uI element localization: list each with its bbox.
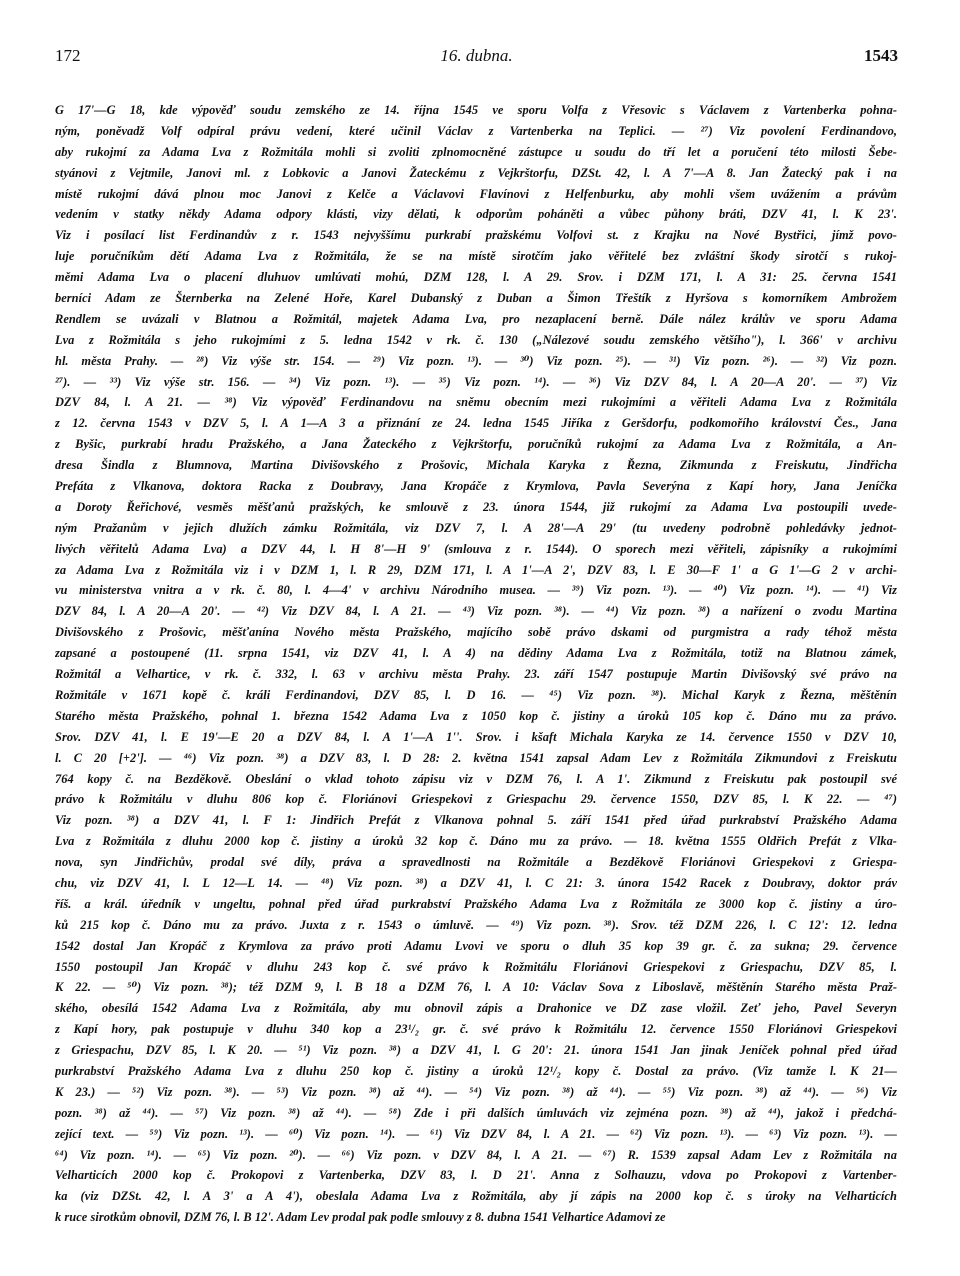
text-line: Rožmitál a Velhartice, v rk. č. 332, l. 63 v archivu města Prahy. 23. září 1547 postupuje Martin Divišovský své právo na: [55, 667, 897, 682]
text-line: Velharticích 2000 kop č. Prokopovi z Vartenberka, DZV 83, l. D 21'. Anna z Solhauzu, vdova po Prokopovi z Vartenber-: [55, 1168, 897, 1183]
text-line: vu ministerstva vnitra a v rk. č. 80, l. 4—4' v archivu Národního musea. — ³⁹) Viz pozn. ¹³). — ⁴⁰) Viz pozn. ¹⁴). — ⁴¹) Viz: [55, 583, 897, 598]
text-line: Viz i posílací list Ferdinandův z r. 1543 nejvyššímu purkrabí pražskému Volfovi st. z Krajku na Nové Bystřici, jímž povo-: [55, 228, 897, 243]
text-line: ského, obesílá 1542 Adama Lva z Rožmitála, aby mu obnovil zápis a Drahonice ve DZ zase vložil. Zeť jeho, Pavel Severyn: [55, 1001, 897, 1016]
text-line: K 22. — ⁵⁰) Viz pozn. ³⁸); též DZM 9, l. B 18 a DZM 76, l. A 10: Václav Sova z Liboslavě, měštěnín Starého města Praž-: [55, 980, 897, 995]
year-heading: 1543: [864, 46, 898, 65]
text-line: Srov. DZV 41, l. E 19'—E 20 a DZV 84, l. A 1'—A 1''. Srov. i kšaft Michala Karyka ze 14. července 1550 v DZV 10,: [55, 729, 897, 744]
text-line: ka (viz DZSt. 42, l. A 3' a A 4'), obeslala Adama Lva z Rožmitála, aby jí zápis na 2000 kop č. s úroky na Velharticích: [55, 1189, 897, 1204]
text-line: Prefáta z Vlkanova, doktora Racka z Doubravy, Jana Kropáče z Krymlova, Pavla Severýna z Kapí hory, Jana Jeníčka: [55, 479, 897, 494]
text-line: purkrabství Pražského Adama Lva z dluhu 250 kop č. jistiny a úroků 12¹/₂ kopy č. Dostal za právo. (Viz tamže l. K 21—: [55, 1063, 897, 1078]
text-line: z Byšic, purkrabí hradu Pražského, a Jana Žateckého z Vejkrštorfu, poručníků rukojmí za Adama Lva z Rožmitála, a An-: [55, 437, 897, 452]
text-line: za Adama Lva z Rožmitála viz i v DZM 1, l. R 29, DZM 171, l. A 1'—A 2', DZV 83, l. E 30—F 1' a G 1'—G 2 v archi-: [55, 562, 897, 577]
text-line: z Griespachu, DZV 85, l. K 20. — ⁵¹) Viz pozn. ³⁸) a DZV 41, l. G 20': 21. února 1541 Jan jinak Jeníček pohnal před úřad: [55, 1043, 897, 1058]
text-line: k ruce sirotkům obnovil, DZM 76, l. B 12'. Adam Lev prodal pak podle smlouvy z 8. dubna 1541 Velhartice Adamovi ze: [55, 1210, 666, 1225]
text-line: Rendlem se uvázali v Blatnou a Rožmitál, majetek Adama Lva, pro nezaplacení berně. Dále nález králův ve sporu Adama: [55, 311, 897, 326]
text-line: 764 kopy č. na Bezděkově. Obeslání o vklad tohoto zápisu viz v DZM 76, l. A 1'. Zikmund z Freiskutu pak postoupil své: [55, 771, 897, 786]
footnotes-body: [55, 100, 897, 1228]
text-line: dresa Šindla z Blumnova, Martina Divišovského z Prošovic, Michala Karyka z Řezna, Zikmunda z Freiskutu, Jindřicha: [55, 458, 897, 473]
text-line: a Doroty Řeřichové, vesměs měšťanů pražských, ke smlouvě z 23. února 1544, již rukojmí za Adama Lva postoupili uvede-: [55, 499, 897, 514]
text-line: místě rukojmí dává plnou moc Janovi z Kelče a Václavovi Flavínovi z Helfenburku, aby mohli všem uvážením a právům: [55, 186, 897, 201]
text-line: právo k Rožmitálu v dluhu 806 kop č. Floriánovi Griespekovi z Griespachu 29. července 1550, DZV 85, l. K 22. — ⁴⁷): [55, 792, 897, 807]
text-line: říš. a král. úředník v ungeltu, pohnal před úřad purkrabství Pražského Adama Lva z Rožmitála ze 3000 kop č. jistiny a úro-: [55, 896, 897, 911]
text-line: K 23.) — ⁵²) Viz pozn. ³⁸). — ⁵³) Viz pozn. ³⁸) až ⁴⁴). — ⁵⁴) Viz pozn. ³⁸) až ⁴⁴). — ⁵⁵) Viz pozn. ³⁸) až ⁴⁴). — ⁵⁶) Viz: [55, 1084, 897, 1099]
text-line: z Kapí hory, pak postupuje v dluhu 340 kop a 23¹/₂ gr. č. své právo k Rožmitálu 12. července 1550 Floriánovi Griespekovi: [55, 1022, 897, 1037]
text-line: Starého města Pražského, pohnal 1. března 1542 Adama Lva z 1050 kop č. jistiny a úroků 105 kop č. Dáno mu za právo.: [55, 708, 897, 723]
text-line: Lva z Rožmitála s jeho rukojmími z 5. ledna 1542 v rk. č. 130 („Nálezové soudu zemského většího"), l. 366' v archivu: [55, 332, 897, 347]
text-line: nova, syn Jindřichův, prodal své díly, práva a spravedlnosti na Rožmitále a Bezděkově Floriánovi Griespekovi z Griespa-: [55, 855, 897, 870]
text-line: ným, poněvadž Volf odpíral právu vedení, které učinil Václav z Vartenberka na Teplici. — ²⁷) Viz povolení Ferdinandovo,: [55, 123, 897, 138]
text-line: zející text. — ⁵⁹) Viz pozn. ¹³). — ⁶⁰) Viz pozn. ¹⁴). — ⁶¹) Viz DZV 84, l. A 21. — ⁶²) Viz pozn. ¹³). — ⁶³) Viz pozn. ¹³). —: [55, 1126, 897, 1141]
text-line: chu, viz DZV 41, l. L 12—L 14. — ⁴⁸) Viz pozn. ³⁸) a DZV 41, l. C 21: 3. února 1542 Racek z Doubravy, doktor práv: [55, 875, 897, 890]
text-line: livých věřitelů Adama Lva) a DZV 44, l. H 8'—H 9' (smlouva z r. 1544). O sporech mezi věřiteli, zápisníky a rukojmími: [55, 541, 897, 556]
text-line: DZV 84, l. A 20—A 20'. — ⁴²) Viz DZV 84, l. A 21. — ⁴³) Viz pozn. ³⁸). — ⁴⁴) Viz pozn. ³⁸) a nařízení o zvodu Martina: [55, 604, 897, 619]
text-line: Rožmitále v 1671 kopě č. králi Ferdinandovi, DZV 85, l. D 16. — ⁴⁵) Viz pozn. ³⁸). Michal Karyk z Řezna, měštěnín: [55, 687, 897, 702]
text-line: hl. města Prahy. — ²⁸) Viz výše str. 154. — ²⁹) Viz pozn. ¹³). — ³⁰) Viz pozn. ²⁵). — ³¹) Viz pozn. ²⁶). — ³²) Viz pozn.: [55, 353, 897, 368]
text-line: DZV 84, l. A 21. — ³⁸) Viz výpověď Ferdinandovu na sněmu obecním mezi rukojmími a věřiteli Adama Lva z Rožmitála: [55, 395, 897, 410]
text-line: 1542 dostal Jan Kropáč z Krymlova za právo proti Adamu Lvovi ve sporu o dluh 35 kop 39 gr. č. za sukna; 29. července: [55, 938, 897, 953]
text-line: aby rukojmí za Adama Lva z Rožmitála mohli si zvoliti zplnomocněné zástupce u soudu do tří let a poručení této milosti Šebe-: [55, 144, 897, 159]
text-line: ⁶⁴) Viz pozn. ¹⁴). — ⁶⁵) Viz pozn. ²⁰). — ⁶⁶) Viz pozn. v DZV 84, l. A 21. — ⁶⁷) R. 1539 zapsal Adam Lev z Rožmitála na: [55, 1147, 897, 1162]
running-title: 16. dubna.: [440, 46, 513, 65]
text-line: styánovi z Vejtmile, Janovi ml. z Lobkovic a Janovi Žateckému z Vejkrštorfu, DZSt. 42, l. A 7'—A 8. Jan Žatecký pak i na: [55, 165, 897, 180]
page-header: [55, 46, 898, 72]
text-line: ²⁷). — ³³) Viz výše str. 156. — ³⁴) Viz pozn. ¹³). — ³⁵) Viz pozn. ¹⁴). — ³⁶) Viz DZV 84, l. A 20—A 20'. — ³⁷) Viz: [55, 374, 897, 389]
text-line: z 12. června 1543 v DZV 5, l. A 1—A 3 a přiznání ze 24. ledna 1545 Jiříka z Geršdorfu, podkomořího království Čes., Jana: [55, 416, 897, 431]
text-line: Viz pozn. ³⁸) a DZV 41, l. F 1: Jindřich Prefát z Vlkanova pohnal 5. září 1541 před úřad purkrabství Pražského Adama: [55, 813, 897, 828]
text-line: ků 215 kop č. Dáno mu za právo. Juxta z r. 1543 o úmluvě. — ⁴⁹) Viz pozn. ³⁸). Srov. též DZM 226, l. C 12': 12. ledna: [55, 917, 897, 932]
text-line: měmi Adama Lva o placení dluhuov umlúvati mohú, DZM 128, l. A 29. Srov. i DZM 171, l. A 31: 25. června 1541: [55, 270, 897, 285]
text-line: pozn. ³⁸) až ⁴⁴). — ⁵⁷) Viz pozn. ³⁸) až ⁴⁴). — ⁵⁸) Zde i při dalších úmluvách viz zejména pozn. ³⁸) až ⁴⁴), jakož i předchá-: [55, 1105, 897, 1120]
text-line: G 17'—G 18, kde výpověď soudu zemského ze 14. října 1545 ve sporu Volfa z Vřesovic s Václavem z Vartenberka pohna-: [55, 103, 897, 117]
text-line: Lva z Rožmitála z dluhu 2000 kop č. jistiny a úroků 32 kop č. Dáno mu za právo. — 18. května 1555 Oldřich Prefát z Vlka-: [55, 834, 897, 849]
text-line: l. C 20 [+2']. — ⁴⁶) Viz pozn. ³⁸) a DZV 83, l. D 28: 2. května 1541 zapsal Adam Lev z Rožmitála Zikmundovi z Freiskutu: [55, 750, 897, 765]
text-line: vedením v statky někdy Adama odpory klásti, vizy dělati, k odporům poháněti a vůbec půhony bráti, DZV 41, l. K 23'.: [55, 207, 897, 222]
text-line: berníci Adam ze Šternberka na Zelené Hoře, Karel Dubanský z Duban a Šimon Třeštík z Hyršova s komorníkem Ambrožem: [55, 291, 897, 306]
text-line: zapsané a postoupené (11. srpna 1541, viz DZV 41, l. A 4) na dědiny Adama Lva z Rožmitála, totiž na Blatnou zámek,: [55, 646, 897, 661]
text-line: ným Pražanům v jejich dlužích zámku Rožmitála, viz DZV 7, l. A 28'—A 29' (tu uvedeny podrobně pohledávky jednot-: [55, 520, 897, 535]
page-number: 172: [55, 46, 81, 65]
text-line: 1550 postoupil Jan Kropáč v dluhu 243 kop č. své právo k Rožmitálu Floriánovi Griespekovi z Griespachu, DZV 85, l.: [55, 959, 897, 974]
text-line: Divišovského z Prošovic, měšťanína Nového města Pražského, majícího sobě právo dskami od purgmistra a rady téhož města: [55, 625, 897, 640]
text-line: luje poručníkům dětí Adama Lva z Rožmitála, že se na místě sirotčím jako věřitelé bez zvláštní škody sirotčí s rukoj-: [55, 249, 897, 264]
